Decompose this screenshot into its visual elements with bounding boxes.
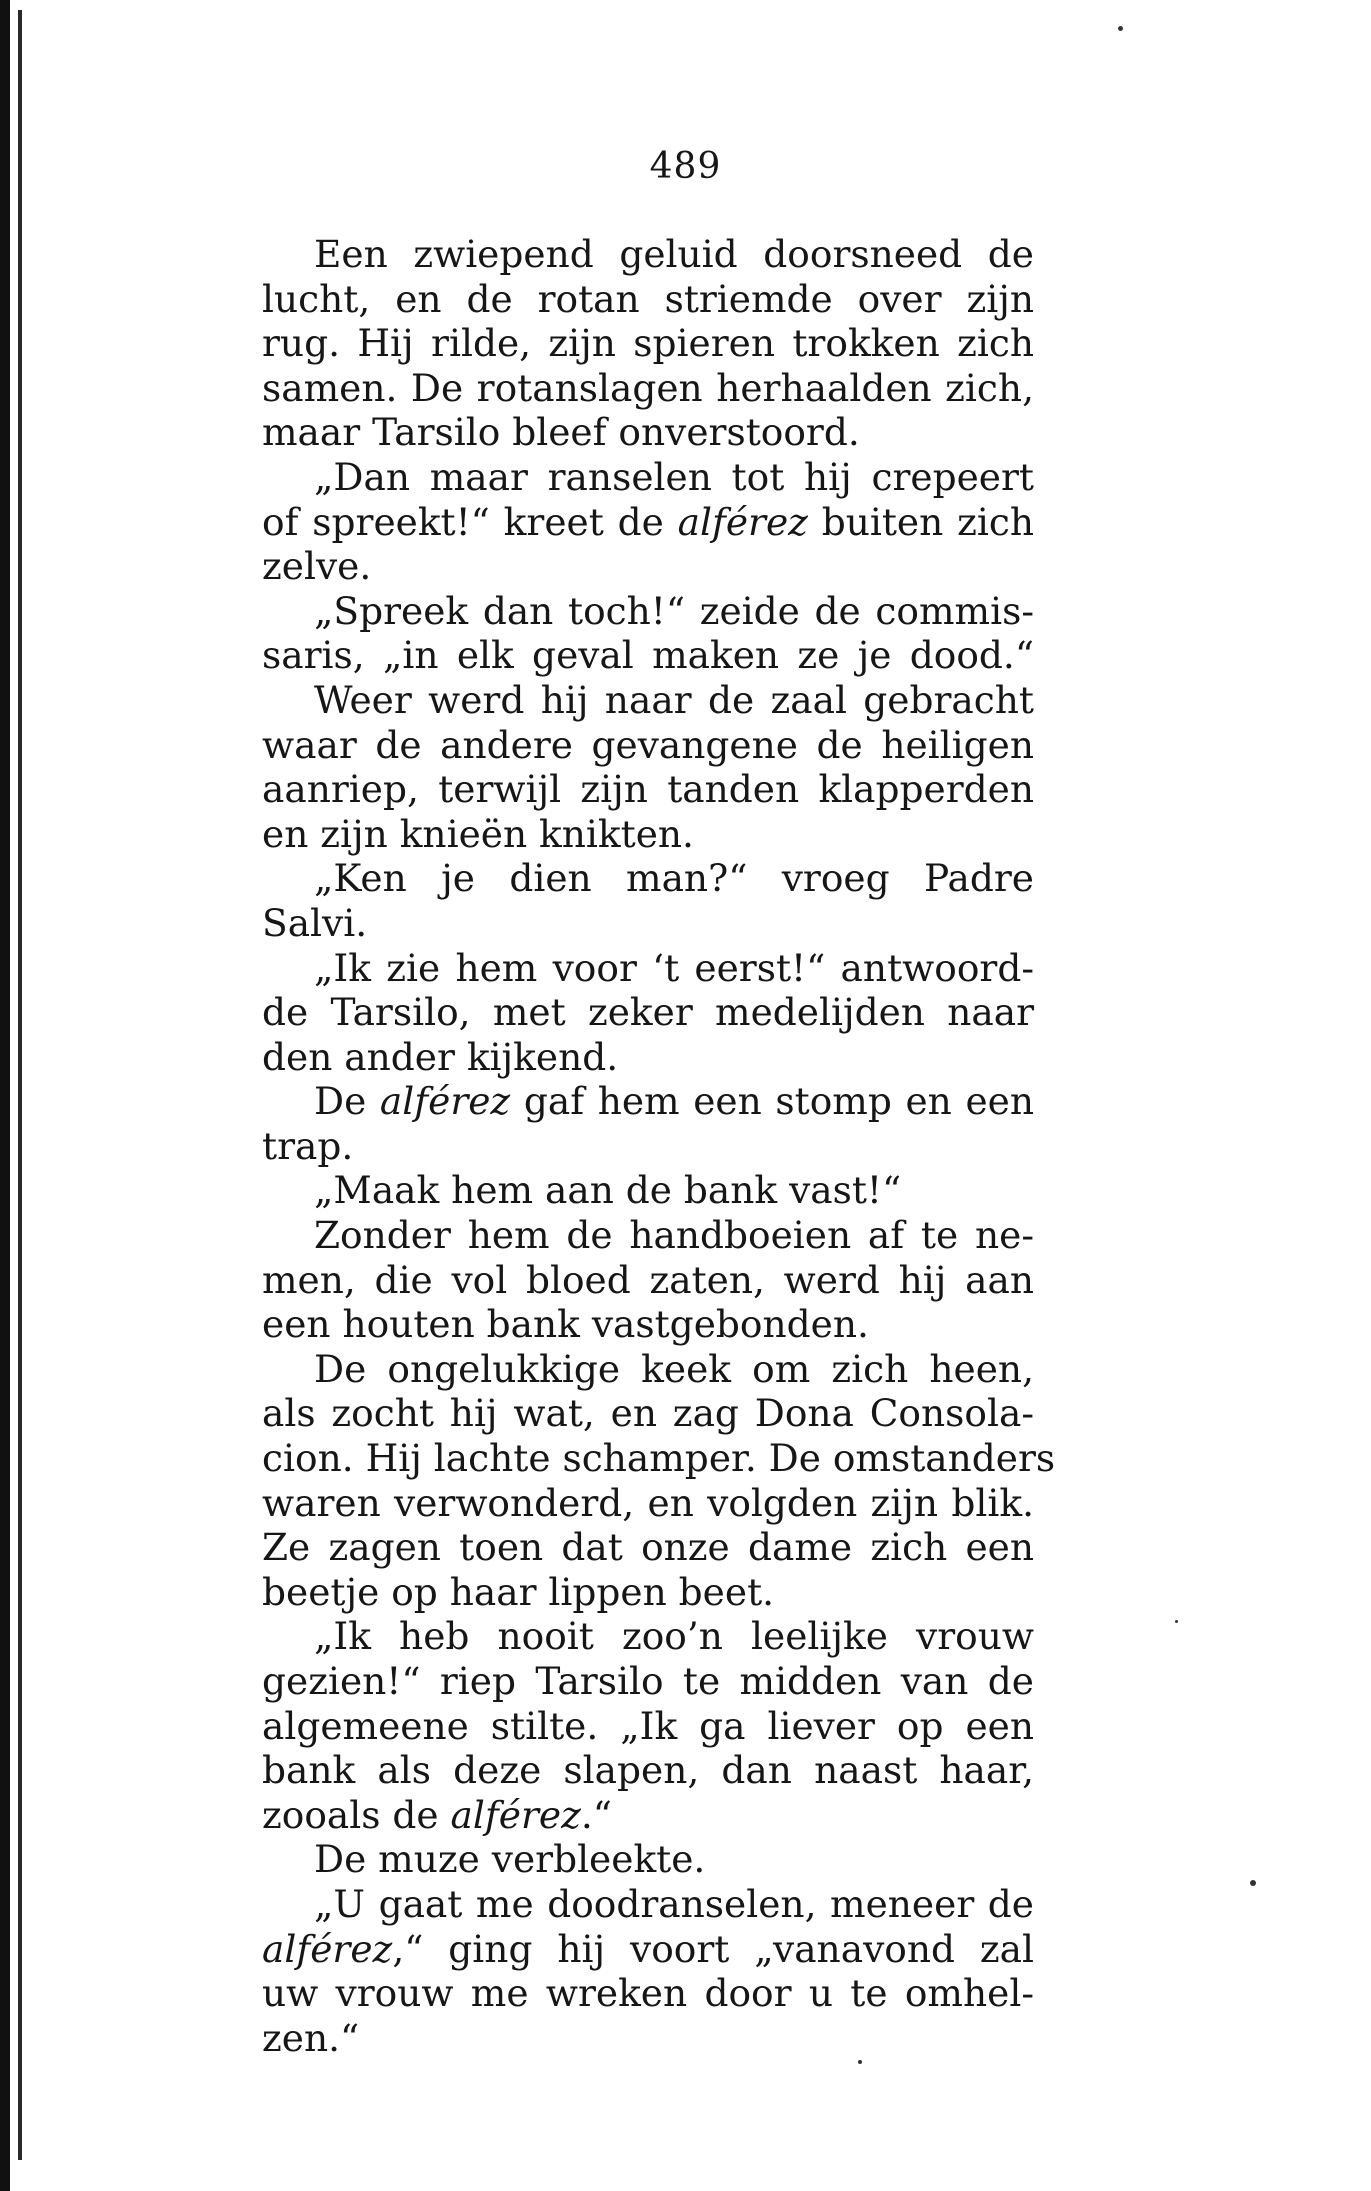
text-line: rug. Hij rilde, zijn spieren trokken zich [262, 321, 1034, 366]
text-line: „Ken je dien man?“ vroeg Padre [314, 856, 1034, 901]
italic-term: alférez [450, 1792, 581, 1837]
text-line: „Maak hem aan de bank vast!“ [314, 1168, 902, 1213]
text-line: Een zwiepend geluid doorsneed de [314, 232, 1034, 276]
text-line: de Tarsilo, met zeker medelijden naar [262, 990, 1034, 1035]
text-line: algemeene stilte. „Ik ga liever op een [262, 1703, 1034, 1748]
text-line: lucht, en de rotan striemde over zijn [262, 276, 1034, 321]
text-line: Weer werd hij naar de zaal gebracht [314, 677, 1034, 722]
text-line: cion. Hij lachte schamper. De omstanders [262, 1436, 1056, 1481]
page-number: 489 [649, 146, 722, 187]
text-line: beetje op haar lippen beet. [262, 1569, 775, 1614]
text-line: gezien!“ riep Tarsilo te midden van de [262, 1659, 1034, 1703]
text-line: „Spreek dan toch!“ zeide de commis- [314, 588, 1034, 633]
text-line: maar Tarsilo bleef onverstoord. [262, 410, 860, 455]
text-line: alférez,“ ging hij voort „vanavond zal [262, 1926, 1034, 1971]
text-line: samen. De rotanslagen herhaalden zich, [262, 365, 1034, 410]
body-text [262, 232, 1056, 2060]
text-line: De ongelukkige keek om zich heen, [314, 1346, 1034, 1391]
italic-term: alférez [677, 499, 808, 544]
text-line: Ze zagen toen dat onze dame zich een [262, 1525, 1034, 1570]
text-line: trap. [262, 1123, 354, 1168]
text-line: den ander kijkend. [262, 1034, 619, 1079]
text-line: men, die vol bloed zaten, werd hij aan [262, 1257, 1034, 1302]
text-line: aanriep, terwijl zijn tanden klapperden [262, 767, 1034, 812]
italic-term: alférez [379, 1079, 511, 1124]
text-line: saris, „in elk geval maken ze je dood.“ [262, 633, 1034, 678]
text-line: zooals de alférez.“ [262, 1792, 612, 1837]
text-line: als zocht hij wat, en zag Dona Consola- [262, 1391, 1034, 1436]
page-edge-shadow [0, 0, 10, 2191]
text-line: zelve. [262, 544, 372, 589]
text-line: „Dan maar ranselen tot hij crepeert [314, 454, 1034, 499]
text-line: „U gaat me doodranselen, meneer de [314, 1881, 1034, 1926]
text-line: De muze verbleekte. [314, 1837, 706, 1882]
text-line: waren verwonderd, en volgden zijn blik. [262, 1480, 1034, 1525]
italic-term: alférez [262, 1926, 393, 1971]
paper-speck [858, 2060, 862, 2064]
text-line: of spreekt!“ kreet de alférez buiten zich [262, 499, 1034, 544]
text-line: „Ik heb nooit zoo’n leelijke vrouw [314, 1614, 1034, 1659]
paper-speck [1118, 26, 1123, 31]
text-line: en zijn knieën knikten. [262, 811, 694, 856]
text-line: bank als deze slapen, dan naast haar, [262, 1748, 1034, 1793]
page-edge-line [18, 10, 22, 2160]
paper-speck [1175, 1620, 1178, 1623]
text-line: waar de andere gevangene de heiligen [262, 722, 1034, 767]
paper-speck [1250, 1880, 1256, 1886]
text-line: „Ik zie hem voor ‘t eerst!“ antwoord- [314, 945, 1034, 990]
text-line: uw vrouw me wreken door u te omhel- [262, 1971, 1034, 2016]
text-line: zen.“ [262, 2015, 360, 2060]
text-line: een houten bank vastgebonden. [262, 1302, 869, 1347]
text-line: Zonder hem de handboeien af te ne- [314, 1213, 1034, 1258]
text-line: De alférez gaf hem een stomp en een [314, 1079, 1034, 1124]
text-line: Salvi. [262, 900, 368, 945]
